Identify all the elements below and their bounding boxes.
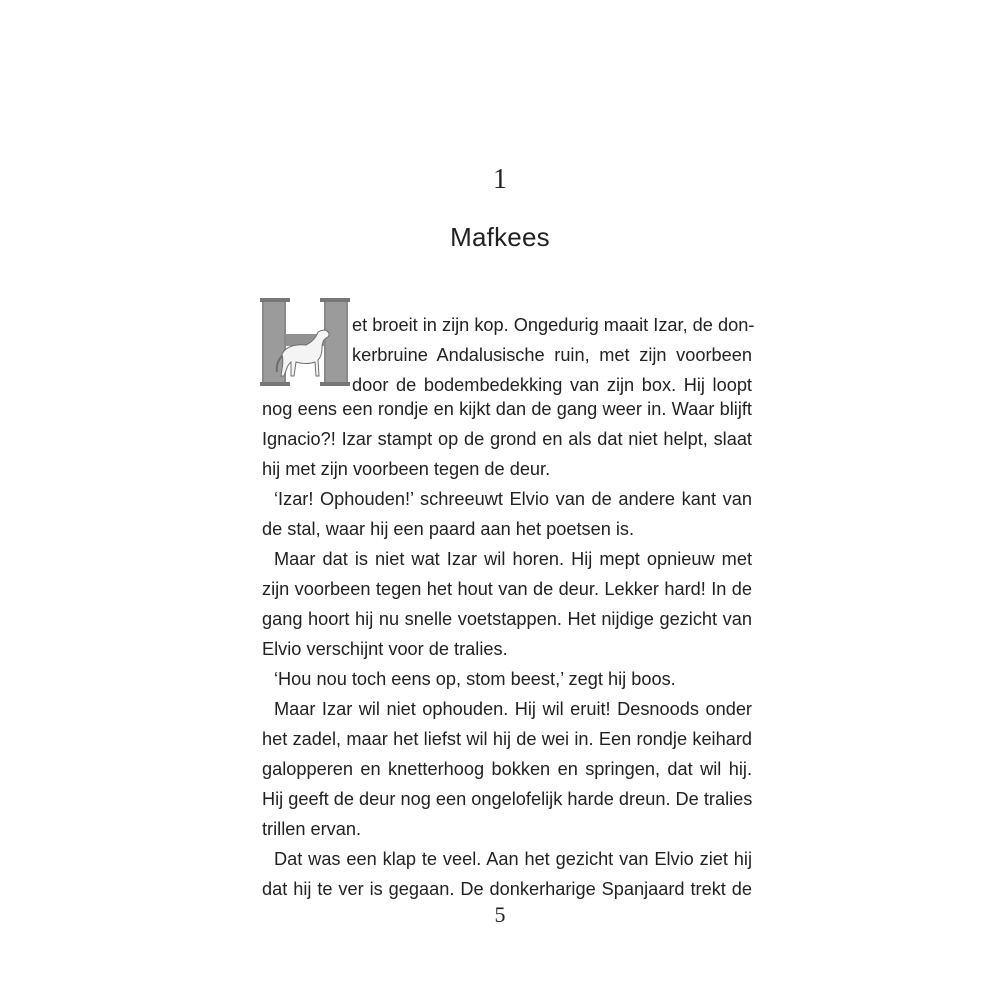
text-line: Ignacio?! Izar stampt op de grond en als dat niet helpt, slaat [262, 429, 752, 449]
chapter-number: 1 [493, 164, 507, 195]
body-text [262, 394, 752, 904]
text-line: trillen ervan. [262, 819, 362, 839]
text-line: zijn voorbeen tegen het hout van de deur. Lekker hard! In de [262, 579, 752, 599]
text-line: hij met zijn voorbeen tegen de deur. [262, 459, 551, 479]
text-line: dat hij te ver is gegaan. De donkerharige Spanjaard trekt de [262, 879, 752, 899]
text-line: gang hoort hij nu snelle voetstappen. Het nijdige gezicht van [262, 609, 752, 629]
chapter-title: Mafkees [450, 222, 550, 252]
text-line: ‘Izar! Ophouden!’ schreeuwt Elvio van de andere kant van [274, 489, 752, 509]
text-line: galopperen en knetterhoog bokken en springen, dat wil hij. [262, 759, 752, 779]
text-line: het zadel, maar het liefst wil hij de wei in. Een rondje keihard [262, 729, 752, 749]
text-line: door de bodembedekking van zijn box. Hij loopt [352, 375, 752, 395]
text-line: Dat was een klap te veel. Aan het gezicht van Elvio ziet hij [274, 849, 752, 869]
first-paragraph-block [352, 310, 755, 400]
page-number: 5 [494, 902, 506, 927]
text-line: Hij geeft de deur nog een ongelofelijk harde dreun. De tralies [262, 789, 753, 809]
text-line: kerbruine Andalusische ruin, met zijn voorbeen [352, 345, 752, 365]
text-line: et broeit in zijn kop. Ongedurig maait Izar, de don- [352, 315, 755, 335]
text-line: ‘Hou nou toch eens op, stom beest,’ zegt hij boos. [274, 669, 676, 689]
text-line: Maar Izar wil niet ophouden. Hij wil eruit! Desnoods onder [274, 699, 752, 719]
text-line: nog eens een rondje en kijkt dan de gang weer in. Waar blijft [262, 399, 752, 419]
dropcap-h-with-horse-icon [260, 298, 350, 386]
text-line: de stal, waar hij een paard aan het poetsen is. [262, 519, 635, 539]
text-line: Maar dat is niet wat Izar wil horen. Hij mept opnieuw met [274, 549, 752, 569]
text-line: Elvio verschijnt voor de tralies. [262, 639, 508, 659]
